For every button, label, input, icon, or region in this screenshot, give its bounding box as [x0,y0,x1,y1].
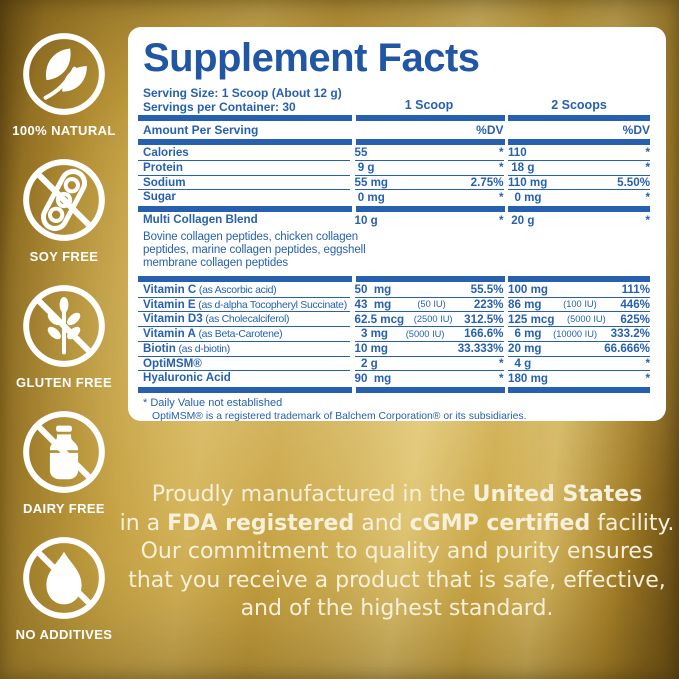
badge-dairy-free [20,408,108,516]
one-scoop-cell [355,342,504,357]
macro-rows-group [138,146,650,205]
badge-100-natural [12,30,116,138]
table-row [138,371,650,386]
table-row [138,146,650,161]
amount-1-scoop: 62.5 mcg [354,312,405,326]
badge-label: DAIRY FREE [22,501,105,516]
amount-1-scoop: 50 mg [354,283,392,297]
dv-1-scoop: 2.75% [470,175,504,189]
dv-1-scoop: 166.6% [464,327,504,341]
two-scoops-cell [508,213,650,228]
col-header-2-scoops: 2 Scoops [551,98,607,112]
manufacturing-statement [118,481,676,624]
badge-no-additives [16,534,113,642]
footer-line [118,567,676,596]
nutrient-name: Sodium [143,175,186,189]
one-scoop-cell [355,213,504,228]
facts-table [138,87,650,423]
one-scoop-cell [355,312,504,327]
footer-text-segment: facility. [590,510,675,536]
badge-label: NO ADDITIVES [15,627,113,642]
table-row [138,357,650,372]
two-scoops-cell [508,190,650,205]
footer-text-segment: that you receive a product that is safe, effective, [128,567,666,593]
table-divider-bar [138,115,650,121]
footer-text-segment: cGMP certified [409,510,591,536]
amount-1-scoop: 90 mg [354,372,392,386]
dv-2-scoops: 66.666% [604,342,650,356]
dv-2-scoops: 446% [620,297,650,311]
amount-2-scoops: 20 g [508,214,535,228]
amount-1-scoop: 43 mg [354,297,392,311]
table-divider-bar [138,387,650,393]
trademark-footnote: OptiMSM® is a registered trademark of Balchem Corporation® or its subsidiaries. [152,411,527,423]
dv-header-1: %DV [476,123,504,137]
iu-2-scoops: (5000 IU) [566,314,606,325]
table-divider-bar [138,206,650,212]
amount-per-serving-label: Amount Per Serving [143,123,259,137]
dv-2-scoops: * [645,214,650,228]
iu-2-scoops: (10000 IU) [553,328,598,339]
table-divider-bar [138,276,650,282]
supplement-facts-panel [128,27,666,421]
badge-soy-free [20,156,108,264]
one-scoop-cell [355,161,504,176]
serving-info [138,87,350,114]
badge-label: 100% NATURAL [12,123,116,138]
table-row [138,283,650,298]
panel-title: Supplement Facts [143,36,480,80]
table-row [138,161,650,176]
dv-1-scoop: * [498,146,504,160]
footer-text-segment: and [354,510,410,536]
iu-2-scoops: (100 IU) [563,299,597,310]
amount-1-scoop: 2 g [354,357,378,371]
two-scoops-cell [508,283,650,298]
amount-1-scoop: 10 mg [354,342,389,356]
table-divider-bar [138,139,650,145]
dv-2-scoops: 333.2% [610,327,650,341]
amount-2-scoops: 0 mg [508,191,542,205]
amount-2-scoops: 6 mg [508,327,542,341]
daily-value-footnote: * Daily Value not established [143,397,283,410]
dv-1-scoop: * [498,161,504,175]
natural-leaf-icon [20,30,108,118]
dv-1-scoop: * [498,372,504,386]
nutrient-name: Biotin [143,341,176,355]
dv-2-scoops: * [645,372,650,386]
footer-line [118,595,676,624]
amount-2-scoops: 4 g [508,357,532,371]
amount-2-scoops: 125 mcg [508,312,555,326]
footer-text-segment: in a [119,510,168,536]
nutrient-note: (as d-biotin) [175,342,230,355]
dv-1-scoop: 312.5% [464,312,504,326]
amount-2-scoops: 18 g [508,161,535,175]
amount-1-scoop: 10 g [354,214,378,228]
two-scoops-cell [508,176,650,191]
dv-1-scoop: 55.5% [470,283,504,297]
amount-1-scoop: 55 [354,146,368,160]
amount-1-scoop: 0 mg [354,191,385,205]
footer-text-segment: FDA registered [167,510,355,536]
no-dairy-icon [20,408,108,496]
no-gluten-icon [20,282,108,370]
table-row [138,190,650,205]
two-scoops-cell [508,298,650,313]
one-scoop-cell [355,176,504,191]
dv-1-scoop: * [498,191,504,205]
footer-line [118,510,676,539]
vitamin-rows-group [138,283,650,387]
amount-2-scoops: 110 [508,146,527,160]
dv-2-scoops: 625% [620,312,650,326]
iu-1-scoop: (2500 IU) [413,314,453,325]
one-scoop-cell [355,298,504,313]
nutrient-name: Sugar [143,190,176,204]
footer-line [118,538,676,567]
one-scoop-cell [355,283,504,298]
amount-1-scoop: 9 g [354,161,375,175]
one-scoop-cell [355,146,504,161]
one-scoop-cell [355,357,504,372]
feature-badge-rail [0,0,128,679]
table-row [138,298,650,313]
two-scoops-cell [508,146,650,161]
dv-2-scoops: 5.50% [617,175,650,189]
nutrient-name: Vitamin A [143,327,196,341]
no-additives-icon [20,534,108,622]
amount-1-scoop: 3 mg [354,327,389,341]
footnotes [138,397,650,423]
nutrient-name: Multi Collagen Blend [143,213,258,227]
amount-2-scoops: 86 mg [508,297,542,311]
nutrient-name: Protein [143,160,183,174]
dv-header-2: %DV [622,123,650,137]
no-soy-icon [20,156,108,244]
iu-1-scoop: (5000 IU) [405,328,445,339]
nutrient-note: (as Beta-Carotene) [195,328,283,341]
badge-gluten-free [16,282,112,390]
nutrient-name: Calories [143,146,189,159]
two-scoops-cell [508,357,650,372]
dv-2-scoops: * [645,191,650,205]
nutrient-note: (as d-alpha Tocopheryl Succinate) [195,298,347,311]
nutrient-note: (as Cholecalciferol) [202,313,290,326]
servings-per-container: Servings per Container: 30 [143,99,296,114]
amount-2-scoops: 180 mg [508,372,548,386]
dv-2-scoops: 111% [621,283,650,297]
collagen-blend-row-group [138,213,650,228]
footer-text-segment: Proudly manufactured in the [151,482,473,507]
amount-2-scoops: 20 mg [508,342,542,356]
nutrient-name: OptiMSM® [143,356,202,370]
table-row [138,327,650,342]
dv-2-scoops: * [645,357,650,371]
table-row [138,176,650,191]
nutrient-note: (as Ascorbic acid) [196,283,277,296]
dv-1-scoop: * [498,357,504,371]
nutrient-name: Vitamin C [143,282,197,296]
one-scoop-cell [355,327,504,342]
iu-1-scoop: (50 IU) [417,299,446,310]
two-scoops-cell [508,161,650,176]
nutrient-name: Hyaluronic Acid [143,371,231,385]
amount-1-scoop: 55 mg [354,175,389,189]
two-scoops-cell [508,371,650,386]
nutrient-name: Vitamin D3 [143,312,203,326]
footer-text-segment: United States [472,482,643,507]
table-row [138,312,650,327]
footer-text-segment: Our commitment to quality and purity ensures [140,539,654,564]
serving-size: Serving Size: 1 Scoop (About 12 g) [143,86,342,100]
blend-description: Bovine collagen peptides, chicken collagen peptides, marine collagen peptides, eggshell membrane collagen peptides [143,230,366,269]
dv-1-scoop: * [498,214,504,228]
one-scoop-cell [355,371,504,386]
amount-2-scoops: 110 mg [508,175,548,189]
serving-header-row [138,87,650,114]
two-scoops-cell [508,312,650,327]
nutrient-name: Vitamin E [143,297,196,311]
dv-2-scoops: * [645,146,650,160]
col-header-1-scoop: 1 Scoop [404,98,454,112]
one-scoop-cell [355,190,504,205]
dv-2-scoops: * [645,161,650,175]
footer-line [118,481,676,510]
two-scoops-cell [508,327,650,342]
table-row [138,342,650,357]
badge-label: GLUTEN FREE [15,375,113,390]
two-scoops-cell [508,342,650,357]
amount-2-scoops: 100 mg [508,283,548,297]
amount-per-serving-row [138,122,650,138]
dv-1-scoop: 223% [473,297,504,311]
dv-1-scoop: 33.333% [457,342,504,356]
table-row [138,213,650,228]
badge-label: SOY FREE [29,249,99,264]
footer-text-segment: and of the highest standard. [240,596,554,621]
